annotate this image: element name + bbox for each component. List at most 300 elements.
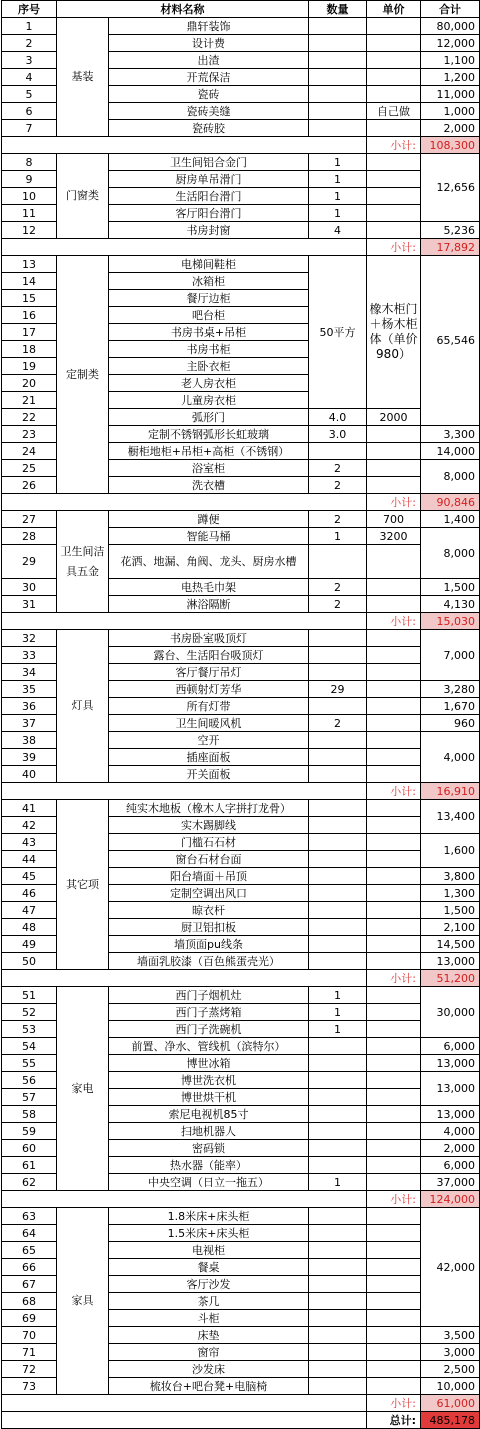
total-cell: 6,000 <box>421 1038 480 1055</box>
material-name: 鼎轩装饰 <box>109 18 309 35</box>
quantity-cell <box>309 1140 367 1157</box>
quantity-cell: 1 <box>309 154 367 171</box>
subtotal-label: 小计: <box>367 613 421 630</box>
row-number: 28 <box>2 528 57 545</box>
material-name: 餐桌 <box>109 1259 309 1276</box>
total-cell: 2,000 <box>421 1140 480 1157</box>
material-name: 西门子洗碗机 <box>109 1021 309 1038</box>
total-cell: 1,670 <box>421 698 480 715</box>
row-number: 10 <box>2 188 57 205</box>
quantity-cell: 4 <box>309 222 367 239</box>
unit-price-cell <box>367 477 421 494</box>
subtotal-row <box>2 494 480 511</box>
row-number: 50 <box>2 953 57 970</box>
unit-price-cell <box>367 426 421 443</box>
row-number: 65 <box>2 1242 57 1259</box>
subtotal-row <box>2 783 480 800</box>
total-cell: 4,000 <box>421 1123 480 1140</box>
material-name: 定制空调出风口 <box>109 885 309 902</box>
subtotal-spacer <box>2 1395 367 1412</box>
quantity-cell <box>309 1293 367 1310</box>
material-name: 密码锁 <box>109 1140 309 1157</box>
row-number: 2 <box>2 35 57 52</box>
row-number: 6 <box>2 103 57 120</box>
quantity-cell <box>309 1378 367 1395</box>
row-number: 27 <box>2 511 57 528</box>
quantity-cell <box>309 52 367 69</box>
subtotal-spacer <box>2 783 367 800</box>
row-number: 17 <box>2 324 57 341</box>
total-cell: 13,400 <box>421 800 480 834</box>
quantity-cell <box>309 868 367 885</box>
total-cell: 10,000 <box>421 1378 480 1395</box>
quantity-cell <box>309 647 367 664</box>
quantity-cell <box>309 749 367 766</box>
unit-price-cell: 700 <box>367 511 421 528</box>
quantity-cell <box>309 1225 367 1242</box>
unit-price-cell <box>367 647 421 664</box>
row-number: 9 <box>2 171 57 188</box>
quantity-cell <box>309 766 367 783</box>
quantity-cell <box>309 1038 367 1055</box>
subtotal-spacer <box>2 613 367 630</box>
quantity-cell <box>309 1259 367 1276</box>
quantity-cell <box>309 851 367 868</box>
material-name: 茶几 <box>109 1293 309 1310</box>
table-row <box>2 256 480 273</box>
material-name: 瓷砖 <box>109 86 309 103</box>
row-number: 51 <box>2 987 57 1004</box>
material-name: 卫生间铝合金门 <box>109 154 309 171</box>
row-number: 54 <box>2 1038 57 1055</box>
unit-price-cell <box>367 902 421 919</box>
material-name: 墙顶面pu线条 <box>109 936 309 953</box>
material-name: 蹲便 <box>109 511 309 528</box>
total-cell: 3,280 <box>421 681 480 698</box>
material-name: 插座面板 <box>109 749 309 766</box>
quantity-cell <box>309 664 367 681</box>
material-name: 电梯间鞋柜 <box>109 256 309 273</box>
unit-price-cell <box>367 1378 421 1395</box>
quantity-cell <box>309 120 367 137</box>
row-number: 66 <box>2 1259 57 1276</box>
unit-price-cell <box>367 443 421 460</box>
total-cell: 2,500 <box>421 1361 480 1378</box>
row-number: 7 <box>2 120 57 137</box>
category-cell: 其它项 <box>57 800 109 970</box>
row-number: 40 <box>2 766 57 783</box>
quantity-cell <box>309 69 367 86</box>
material-name: 瓷砖美缝 <box>109 103 309 120</box>
row-number: 69 <box>2 1310 57 1327</box>
row-number: 29 <box>2 545 57 579</box>
material-name: 设计费 <box>109 35 309 52</box>
unit-price-cell <box>367 69 421 86</box>
quantity-cell <box>309 1072 367 1089</box>
unit-price-cell <box>367 205 421 222</box>
material-name: 前置、净水、管线机（滨特尔） <box>109 1038 309 1055</box>
row-number: 32 <box>2 630 57 647</box>
subtotal-value: 51,200 <box>421 970 480 987</box>
subtotal-spacer <box>2 137 367 154</box>
unit-price-cell <box>367 52 421 69</box>
unit-price-cell <box>367 630 421 647</box>
unit-price-cell <box>367 1004 421 1021</box>
table-row <box>2 18 480 35</box>
total-cell: 37,000 <box>421 1174 480 1191</box>
table-row <box>2 630 480 647</box>
unit-price-cell <box>367 1242 421 1259</box>
unit-price-cell <box>367 35 421 52</box>
quantity-cell: 1 <box>309 1004 367 1021</box>
material-name: 老人房衣柜 <box>109 375 309 392</box>
material-name: 主卧衣柜 <box>109 358 309 375</box>
row-number: 45 <box>2 868 57 885</box>
quantity-cell <box>309 936 367 953</box>
total-cell: 30,000 <box>421 987 480 1038</box>
row-number: 68 <box>2 1293 57 1310</box>
row-number: 22 <box>2 409 57 426</box>
quantity-cell <box>309 902 367 919</box>
unit-price-cell <box>367 1259 421 1276</box>
material-name: 智能马桶 <box>109 528 309 545</box>
quantity-cell <box>309 1208 367 1225</box>
total-cell: 11,000 <box>421 86 480 103</box>
total-cell: 1,100 <box>421 52 480 69</box>
unit-price-cell <box>367 817 421 834</box>
subtotal-row <box>2 970 480 987</box>
quantity-cell <box>309 1123 367 1140</box>
subtotal-row <box>2 137 480 154</box>
row-number: 64 <box>2 1225 57 1242</box>
material-name: 晾衣杆 <box>109 902 309 919</box>
unit-price-cell <box>367 154 421 171</box>
total-label: 总计: <box>367 1412 421 1429</box>
unit-price-cell <box>367 749 421 766</box>
unit-price-cell <box>367 664 421 681</box>
material-name: 淋浴隔断 <box>109 596 309 613</box>
total-cell: 12,000 <box>421 35 480 52</box>
table-row <box>2 800 480 817</box>
unit-price-cell <box>367 596 421 613</box>
material-name: 书房书柜 <box>109 341 309 358</box>
row-number: 16 <box>2 307 57 324</box>
material-name: 瓷砖胶 <box>109 120 309 137</box>
material-name: 中央空调（日立一拖五） <box>109 1174 309 1191</box>
quantity-cell <box>309 1361 367 1378</box>
row-number: 15 <box>2 290 57 307</box>
material-name: 窗帘 <box>109 1344 309 1361</box>
total-cell: 1,200 <box>421 69 480 86</box>
header-material: 材料名称 <box>57 1 309 18</box>
category-cell: 家具 <box>57 1208 109 1395</box>
total-cell: 12,656 <box>421 154 480 222</box>
total-cell: 1,300 <box>421 885 480 902</box>
row-number: 56 <box>2 1072 57 1089</box>
material-name: 西门子烟机灶 <box>109 987 309 1004</box>
quantity-cell: 1 <box>309 987 367 1004</box>
unit-price-cell <box>367 715 421 732</box>
row-number: 14 <box>2 273 57 290</box>
material-name: 儿童房衣柜 <box>109 392 309 409</box>
total-cell: 7,000 <box>421 630 480 681</box>
total-cell: 5,236 <box>421 222 480 239</box>
row-number: 71 <box>2 1344 57 1361</box>
row-number: 37 <box>2 715 57 732</box>
category-cell: 基装 <box>57 18 109 137</box>
total-cell: 8,000 <box>421 528 480 579</box>
subtotal-value: 61,000 <box>421 1395 480 1412</box>
row-number: 62 <box>2 1174 57 1191</box>
unit-price-cell <box>367 1055 421 1072</box>
quantity-cell: 1 <box>309 1021 367 1038</box>
unit-price-cell <box>367 936 421 953</box>
row-number: 49 <box>2 936 57 953</box>
total-cell: 42,000 <box>421 1208 480 1327</box>
unit-price-cell <box>367 460 421 477</box>
quantity-cell: 50平方 <box>309 256 367 409</box>
subtotal-value: 90,846 <box>421 494 480 511</box>
row-number: 47 <box>2 902 57 919</box>
unit-price-cell <box>367 681 421 698</box>
row-number: 24 <box>2 443 57 460</box>
total-cell: 4,130 <box>421 596 480 613</box>
material-name: 客厅沙发 <box>109 1276 309 1293</box>
quantity-cell: 4.0 <box>309 409 367 426</box>
row-number: 33 <box>2 647 57 664</box>
grand-total-row <box>2 1412 480 1429</box>
unit-price-cell <box>367 987 421 1004</box>
row-number: 46 <box>2 885 57 902</box>
unit-price-cell <box>367 1072 421 1089</box>
row-number: 36 <box>2 698 57 715</box>
material-name: 开荒保洁 <box>109 69 309 86</box>
total-cell: 2,100 <box>421 919 480 936</box>
subtotal-row <box>2 1395 480 1412</box>
subtotal-row <box>2 613 480 630</box>
subtotal-value: 108,300 <box>421 137 480 154</box>
subtotal-spacer <box>2 494 367 511</box>
material-name: 墙面乳胶漆（百色熊蛋壳光） <box>109 953 309 970</box>
material-name: 西门子蒸烤箱 <box>109 1004 309 1021</box>
total-cell: 3,500 <box>421 1327 480 1344</box>
material-name: 1.5米床+床头柜 <box>109 1225 309 1242</box>
total-cell: 6,000 <box>421 1157 480 1174</box>
row-number: 38 <box>2 732 57 749</box>
material-name: 电视柜 <box>109 1242 309 1259</box>
row-number: 70 <box>2 1327 57 1344</box>
material-name: 客厅餐厅吊灯 <box>109 664 309 681</box>
material-name: 定制不锈钢弧形长虹玻璃 <box>109 426 309 443</box>
unit-price-cell <box>367 800 421 817</box>
quantity-cell <box>309 1106 367 1123</box>
total-cell: 8,000 <box>421 460 480 494</box>
total-cell: 3,800 <box>421 868 480 885</box>
material-name: 梳妆台+吧台凳+电脑椅 <box>109 1378 309 1395</box>
material-name: 电热毛巾架 <box>109 579 309 596</box>
quantity-cell <box>309 919 367 936</box>
total-cell: 1,400 <box>421 511 480 528</box>
material-name: 沙发床 <box>109 1361 309 1378</box>
unit-price-cell <box>367 1208 421 1225</box>
material-name: 博世冰箱 <box>109 1055 309 1072</box>
material-name: 弧形门 <box>109 409 309 426</box>
total-cell: 65,546 <box>421 256 480 426</box>
material-name: 冰箱柜 <box>109 273 309 290</box>
row-number: 21 <box>2 392 57 409</box>
quantity-cell <box>309 732 367 749</box>
material-name: 索尼电视机85寸 <box>109 1106 309 1123</box>
quantity-cell <box>309 18 367 35</box>
material-name: 洗衣槽 <box>109 477 309 494</box>
material-name: 出渣 <box>109 52 309 69</box>
row-number: 58 <box>2 1106 57 1123</box>
unit-price-cell <box>367 1293 421 1310</box>
unit-price-cell <box>367 1310 421 1327</box>
material-name: 博世烘干机 <box>109 1089 309 1106</box>
row-number: 5 <box>2 86 57 103</box>
total-cell: 13,000 <box>421 953 480 970</box>
material-name: 空开 <box>109 732 309 749</box>
row-number: 3 <box>2 52 57 69</box>
row-number: 43 <box>2 834 57 851</box>
category-cell: 灯具 <box>57 630 109 783</box>
quantity-cell: 2 <box>309 579 367 596</box>
material-name: 露台、生活阳台吸顶灯 <box>109 647 309 664</box>
header-qty: 数量 <box>309 1 367 18</box>
row-number: 4 <box>2 69 57 86</box>
quantity-cell: 3.0 <box>309 426 367 443</box>
total-spacer <box>2 1412 367 1429</box>
quantity-cell: 2 <box>309 460 367 477</box>
row-number: 57 <box>2 1089 57 1106</box>
unit-price-cell <box>367 222 421 239</box>
unit-price-cell <box>367 1106 421 1123</box>
quantity-cell <box>309 86 367 103</box>
unit-price-cell: 3200 <box>367 528 421 545</box>
header-row <box>2 1 480 18</box>
unit-price-cell <box>367 1327 421 1344</box>
material-name: 阳台墙面＋吊顶 <box>109 868 309 885</box>
unit-price-cell <box>367 171 421 188</box>
quantity-cell <box>309 800 367 817</box>
total-cell: 2,000 <box>421 120 480 137</box>
unit-price-cell <box>367 868 421 885</box>
row-number: 12 <box>2 222 57 239</box>
subtotal-label: 小计: <box>367 494 421 511</box>
subtotal-spacer <box>2 1191 367 1208</box>
quantity-cell <box>309 103 367 120</box>
row-number: 26 <box>2 477 57 494</box>
quantity-cell <box>309 1327 367 1344</box>
row-number: 55 <box>2 1055 57 1072</box>
unit-price-cell <box>367 766 421 783</box>
material-name: 书房卧室吸顶灯 <box>109 630 309 647</box>
total-cell: 13,000 <box>421 1072 480 1106</box>
total-cell: 3,300 <box>421 426 480 443</box>
unit-price-cell <box>367 1157 421 1174</box>
category-cell: 家电 <box>57 987 109 1191</box>
material-name: 厨卫铝扣板 <box>109 919 309 936</box>
unit-price-cell <box>367 1344 421 1361</box>
row-number: 30 <box>2 579 57 596</box>
row-number: 67 <box>2 1276 57 1293</box>
row-number: 60 <box>2 1140 57 1157</box>
subtotal-label: 小计: <box>367 1395 421 1412</box>
material-name: 吧台柜 <box>109 307 309 324</box>
unit-price-cell <box>367 885 421 902</box>
material-name: 开关面板 <box>109 766 309 783</box>
quantity-cell <box>309 1055 367 1072</box>
material-name: 门槛石石材 <box>109 834 309 851</box>
row-number: 25 <box>2 460 57 477</box>
row-number: 39 <box>2 749 57 766</box>
subtotal-row <box>2 239 480 256</box>
total-cell: 3,000 <box>421 1344 480 1361</box>
unit-price-cell <box>367 188 421 205</box>
subtotal-value: 15,030 <box>421 613 480 630</box>
material-name: 扫地机器人 <box>109 1123 309 1140</box>
subtotal-spacer <box>2 970 367 987</box>
row-number: 72 <box>2 1361 57 1378</box>
material-name: 浴室柜 <box>109 460 309 477</box>
subtotal-label: 小计: <box>367 239 421 256</box>
budget-table <box>1 0 480 1429</box>
material-name: 纯实木地板（橡木人字拼打龙骨） <box>109 800 309 817</box>
unit-price-cell <box>367 1089 421 1106</box>
row-number: 13 <box>2 256 57 273</box>
unit-price-cell <box>367 18 421 35</box>
unit-price-cell <box>367 1174 421 1191</box>
unit-price-cell <box>367 1225 421 1242</box>
quantity-cell <box>309 1344 367 1361</box>
row-number: 20 <box>2 375 57 392</box>
material-name: 橱柜地柜+吊柜+高柜（不锈钢） <box>109 443 309 460</box>
material-name: 西顿射灯芳华 <box>109 681 309 698</box>
quantity-cell <box>309 1276 367 1293</box>
subtotal-row <box>2 1191 480 1208</box>
quantity-cell: 1 <box>309 188 367 205</box>
subtotal-label: 小计: <box>367 1191 421 1208</box>
row-number: 53 <box>2 1021 57 1038</box>
row-number: 44 <box>2 851 57 868</box>
quantity-cell <box>309 443 367 460</box>
row-number: 8 <box>2 154 57 171</box>
row-number: 19 <box>2 358 57 375</box>
total-cell: 4,000 <box>421 732 480 783</box>
subtotal-value: 16,910 <box>421 783 480 800</box>
quantity-cell <box>309 698 367 715</box>
unit-price-cell <box>367 1123 421 1140</box>
material-name: 生活阳台滑门 <box>109 188 309 205</box>
quantity-cell <box>309 1310 367 1327</box>
row-number: 42 <box>2 817 57 834</box>
total-cell: 13,000 <box>421 1055 480 1072</box>
material-name: 卫生间暖风机 <box>109 715 309 732</box>
quantity-cell <box>309 953 367 970</box>
total-cell: 14,500 <box>421 936 480 953</box>
category-cell: 门窗类 <box>57 154 109 239</box>
row-number: 1 <box>2 18 57 35</box>
total-cell: 1,500 <box>421 579 480 596</box>
unit-price-cell <box>367 1140 421 1157</box>
row-number: 35 <box>2 681 57 698</box>
row-number: 23 <box>2 426 57 443</box>
quantity-cell: 1 <box>309 205 367 222</box>
quantity-cell <box>309 1242 367 1259</box>
grand-total-value: 485,178 <box>421 1412 480 1429</box>
quantity-cell: 2 <box>309 715 367 732</box>
